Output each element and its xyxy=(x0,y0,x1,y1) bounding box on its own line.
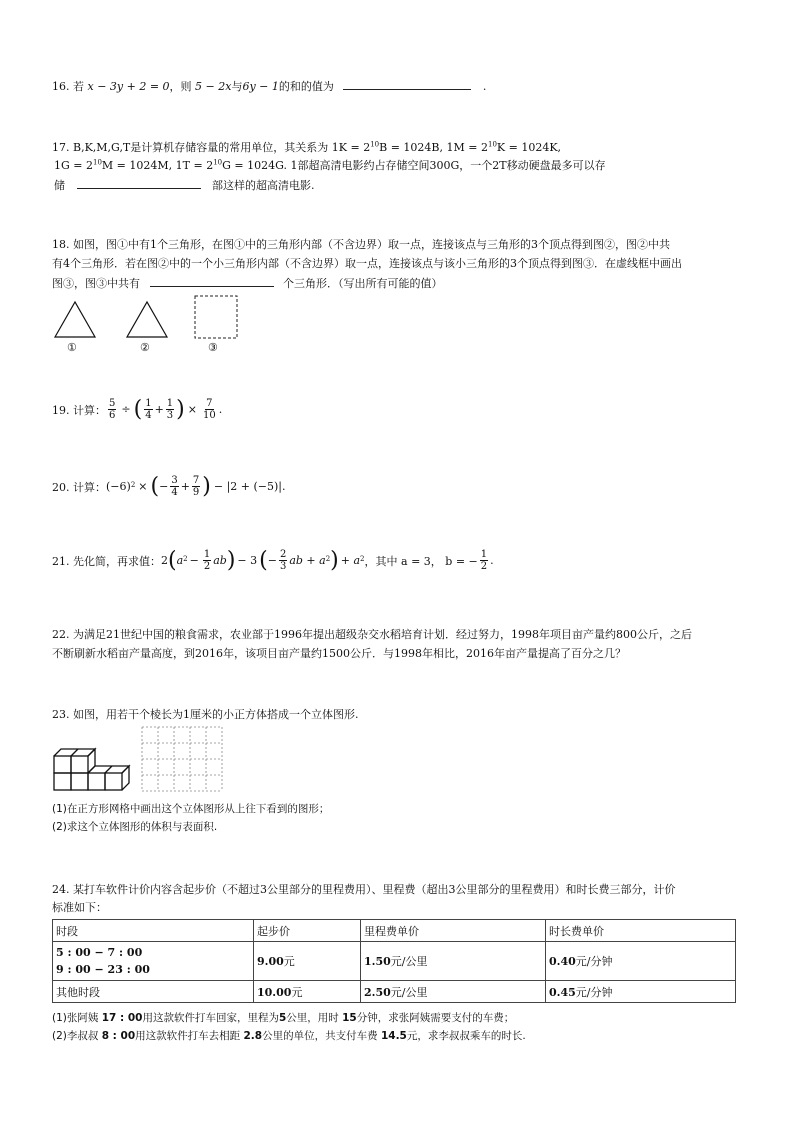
question-18-line2: 有4个三角形．若在图②中的一个小三角形内部（不含边界）取一点，连接该点与该小三角形的3个顶点得到图③．在虚线框中画出 xyxy=(52,257,682,270)
question-20: 20. 计算： (−6) 2 × ( − $\frac{3}{4}$ + $\frac{7}{9}$ ) − |2 + (−5)|. xyxy=(52,473,286,499)
table-row: 其他时段 10.00元 2.50元/公里 0.45元/分钟 xyxy=(53,981,736,1003)
question-24-line2: 标准如下： xyxy=(52,901,107,914)
fee-table xyxy=(52,919,736,1003)
figure-label-3: ③ xyxy=(208,341,218,354)
dashed-square-grid[interactable] xyxy=(142,727,222,791)
question-16: 16. 若 x − 3y + 2 = 0，则 5 − 2x与6y − 1的和的值为 . xyxy=(52,77,486,94)
q18-figures xyxy=(50,292,250,360)
question-24-sub1: (1)张阿姨 17 : 00用这款软件打车回家，里程为5公里，用时 15分钟，求张阿姨需要支付的车费； xyxy=(52,1012,515,1024)
question-18-line3: 图③，图③中共有 个三角形．（写出所有可能的值） xyxy=(52,274,443,291)
question-18-line1: 18. 如图，图①中有1个三角形，在图①中的三角形内部（不含边界）取一点，连接该点与三角形的3个顶点得到图②，图②中共 xyxy=(52,238,670,251)
question-22-line1: 22. 为满足21世纪中国的粮食需求，农业部于1996年提出超级杂交水稻培育计划．经过努力，1998年项目亩产量约800公斤，之后 xyxy=(52,628,692,641)
triangle-figure-2 xyxy=(127,302,167,337)
question-21: 21. 先化简，再求值： 2 ( a 2 − $\frac{1}{2}$ ab ) − 3 ( − $\frac{2}{3}$ ab + a 2 ) + a 2 ，其中 a = 3， b = − $\frac{1}{2}$ . xyxy=(52,547,494,573)
question-17-line2: $1G = 2^{10}M = 1024M$, $1T = 2^{10}G = 1024G$. 1部超高清电影约占存储空间300G，一个2T移动硬盘最多可以存 xyxy=(54,158,606,172)
question-23-sub1: (1)在正方形网格中画出这个立体图形从上往下看到的图形； xyxy=(52,803,330,815)
table-row: 5 : 00 − 7 : 00 9 : 00 − 23 : 00 9.00元 1.50元/公里 0.40元/分钟 xyxy=(53,942,736,981)
cube-stack-figure xyxy=(54,749,129,790)
answer-blank[interactable] xyxy=(150,274,274,287)
question-24-line1: 24. 某打车软件计价内容含起步价（不超过3公里部分的里程费用）、里程费（超出3公里部分的里程费用）和时长费三部分，计价 xyxy=(52,883,676,896)
table-header-row: 时段 起步价 里程费单价 时长费单价 xyxy=(53,920,736,942)
answer-blank[interactable] xyxy=(77,176,201,189)
figure-label-1: ① xyxy=(67,341,77,354)
q23-figures xyxy=(50,725,240,795)
figure-label-2: ② xyxy=(140,341,150,354)
triangle-figure-1 xyxy=(55,302,95,337)
question-23-sub2: (2)求这个立体图形的体积与表面积. xyxy=(52,821,218,833)
question-23-line1: 23. 如图，用若干个棱长为1厘米的小正方体搭成一个立体图形. xyxy=(52,708,359,721)
question-17-line3: 储 部这样的超高清电影. xyxy=(54,176,315,193)
answer-blank[interactable] xyxy=(343,77,471,90)
dashed-drawing-box[interactable] xyxy=(195,296,237,338)
question-24-sub2: (2)李叔叔 8 : 00用这款软件打车去相距 2.8公里的单位，共支付车费 14.5元，求李叔叔乘车的时长. xyxy=(52,1030,526,1042)
question-17-line1: 17. B,K,M,G,T是计算机存储容量的常用单位，其关系为 $1K = 2^{10}B = 1024B$, $1M = 2^{10}K = 1024K$, xyxy=(52,140,562,154)
question-22-line2: 不断刷新水稻亩产量高度，到2016年，该项目亩产量约1500公斤．与1998年相比，2016年亩产量提高了百分之几？ xyxy=(52,647,626,660)
question-19: 19. 计算： $\frac{5}{6}$ ÷ ( $\frac{1}{4}$ + $\frac{1}{3}$ ) × $\frac{7}{10}$ . xyxy=(52,396,223,422)
